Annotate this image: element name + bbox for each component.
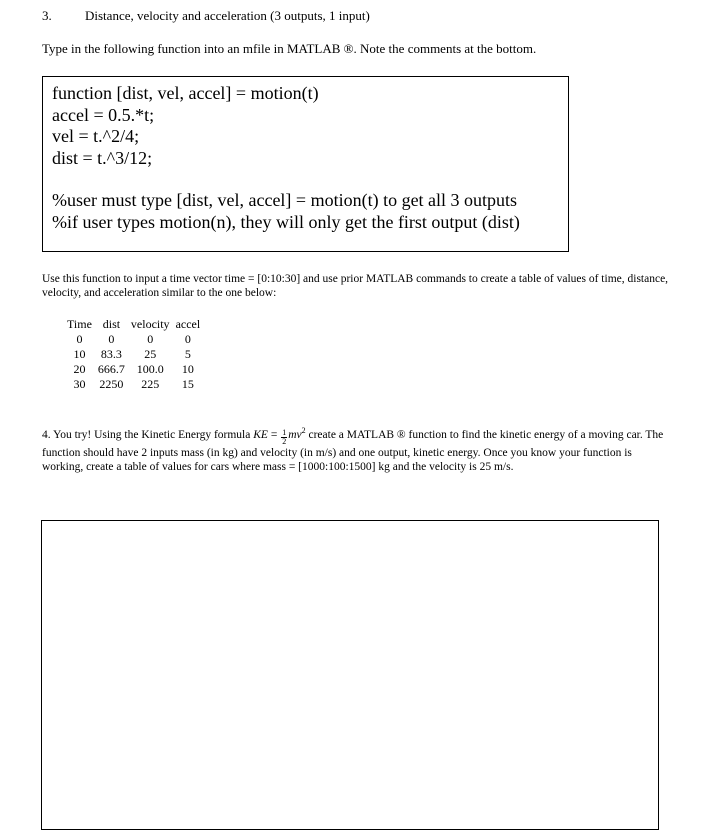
problem-3-number: 3. [42, 8, 52, 23]
table-header: Time [67, 317, 92, 331]
problem-4-text [42, 424, 674, 474]
table-cell: 30 [73, 377, 86, 391]
table-row [64, 377, 203, 392]
problem-3-instructions: Use this function to input a time vector time = [0:10:30] and use prior MATLAB commands to create a table of values of time, distance, velocity, and acceleration similar to the one below: [42, 273, 669, 299]
table-cell: 100.0 [136, 362, 164, 376]
formula-equals: = [267, 428, 281, 441]
table-cell: 2250 [99, 377, 124, 391]
table-cell: 0 [76, 332, 83, 346]
table-header: accel [175, 317, 201, 331]
problem-3-heading [42, 8, 370, 24]
table-cell: 83.3 [100, 347, 122, 361]
answer-box[interactable] [41, 520, 659, 830]
table-cell: 25 [144, 347, 157, 361]
table-row [64, 362, 203, 377]
table-header: dist [102, 317, 121, 331]
table-cell: 10 [181, 362, 194, 376]
table-header: velocity [130, 317, 170, 331]
code-line: vel = t.^2/4; [52, 126, 140, 146]
table-cell: 10 [73, 347, 86, 361]
code-comment-line: %if user types motion(n), they will only get the first output (dist) [52, 211, 520, 232]
table-cell: 5 [184, 347, 191, 361]
table-cell: 15 [181, 377, 194, 391]
formula-ke: KE [253, 428, 268, 441]
code-box [42, 76, 569, 252]
table-cell: 20 [73, 362, 86, 376]
fraction-denominator: 2 [282, 436, 287, 446]
problem-4-rest: create a MATLAB ® function to find the kinetic energy of a moving car. The function should have 2 inputs mass (in kg) and velocity (in m/s) and one output, kinetic energy. Once you know your function is working, create a table of values for cars where mass = [1000:100:1500] kg and the velocity is 25 m/s. [42, 428, 664, 473]
table-header-row [64, 317, 203, 332]
sample-output-table [64, 317, 203, 392]
code-line: function [dist, vel, accel] = motion(t) [52, 83, 319, 103]
problem-3-title: Distance, velocity and acceleration (3 outputs, 1 input) [85, 8, 370, 23]
formula-exponent: 2 [301, 426, 306, 435]
formula-mv: mv [288, 428, 302, 441]
code-blank-line [52, 169, 559, 190]
problem-3-intro: Type in the following function into an mfile in MATLAB ®. Note the comments at the bottom. [42, 41, 537, 56]
problem-4-lead: 4. You try! Using the Kinetic Energy formula [42, 428, 254, 441]
table-cell: 0 [108, 332, 115, 346]
fraction-numerator: 1 [282, 427, 287, 437]
table-row [64, 347, 203, 362]
table-cell: 225 [141, 377, 160, 391]
table-row [64, 332, 203, 347]
table-cell: 0 [184, 332, 191, 346]
code-line: dist = t.^3/12; [52, 147, 153, 168]
code-comment-line: %user must type [dist, vel, accel] = motion(t) to get all 3 outputs [52, 190, 518, 210]
table-cell: 666.7 [97, 362, 125, 376]
formula-fraction [281, 429, 287, 446]
code-line: accel = 0.5.*t; [52, 104, 155, 125]
table-cell: 0 [147, 332, 154, 346]
